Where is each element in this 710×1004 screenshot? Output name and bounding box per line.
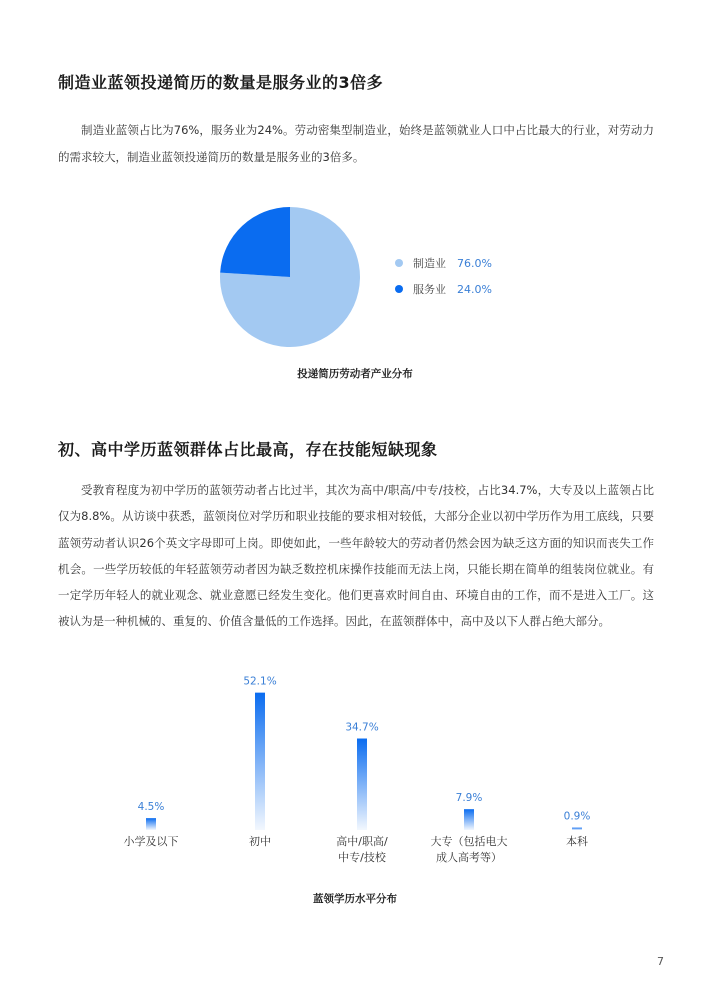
page-number: 7 [657,955,664,968]
bar-category-label-2: 高中/职高/ [336,835,388,848]
bar-value-label-1: 52.1% [243,675,277,688]
pie-chart-caption: 投递简历劳动者产业分布 [297,368,413,380]
bar-category-label-3: 大专（包括电大 [430,835,508,848]
bar-category-label-0: 小学及以下 [123,835,179,848]
section-paragraph-education: 受教育程度为初中学历的蓝领劳动者占比过半，其次为高中/职高/中专/技校，占比34.7%，大专及以上蓝领占比仅为8.8%。从访谈中获悉，蓝领岗位对学历和职业技能的要求相对较低，大部分企业以初中学历作为用工底线，只要蓝领劳动者认识26个英文字母即可上岗。即使如此，一些年龄较大的劳动者仍然会因为缺乏这方面的知识而丧失工作机会。一些学历较低的年轻蓝领劳动者因为缺乏数控机床操作技能而无法上岗，只能长期在简单的组装岗位就业。有一定学历年轻人的就业观念、就业意愿已经发生变化。他们更喜欢时间自由、环境自由的工作，而不是进入工厂。这被认为是一种机械的、重复的、价值含量低的工作选择。因此，在蓝领群体中，高中及以下人群占绝大部分。 [58,483,654,629]
legend-label-service: 服务业 [413,283,446,296]
bar-value-label-2: 34.7% [345,721,379,734]
bar-value-label-3: 7.9% [455,792,483,805]
legend-label-manufacturing: 制造业 [413,257,446,270]
bar-value-label-0: 4.5% [137,801,165,814]
bar-4 [572,828,582,830]
legend-dot-manufacturing [395,259,403,267]
education-bar-chart [100,670,660,885]
section-title-education: 初、高中学历蓝领群体占比最高，存在技能短缺现象 [58,440,438,459]
bar-chart-caption: 蓝领学历水平分布 [313,893,397,905]
bar-category-label-1: 初中 [249,835,271,848]
pie-slice-service [220,207,290,277]
bar-category-label-3-line2: 成人高考等） [436,851,502,864]
bar-category-label-2-line2: 中专/技校 [338,851,386,864]
legend-value-service: 24.0% [457,282,492,296]
bar-value-label-4: 0.9% [563,810,591,823]
industry-pie-chart [210,197,370,357]
bar-0 [146,818,156,830]
bar-3 [464,809,474,830]
legend-item-manufacturing [395,250,492,276]
bar-2 [357,739,367,830]
legend-item-service [395,276,492,302]
bar-category-label-4: 本科 [566,835,588,848]
legend-value-manufacturing: 76.0% [457,256,492,270]
bar-1 [255,693,265,830]
pie-legend [395,250,492,302]
section-title-manufacturing: 制造业蓝领投递简历的数量是服务业的3倍多 [58,73,384,92]
section-paragraph-manufacturing: 制造业蓝领占比为76%，服务业为24%。劳动密集型制造业，始终是蓝领就业人口中占比最大的行业，对劳动力的需求较大，制造业蓝领投递简历的数量是服务业的3倍多。 [58,123,654,164]
legend-dot-service [395,285,403,293]
